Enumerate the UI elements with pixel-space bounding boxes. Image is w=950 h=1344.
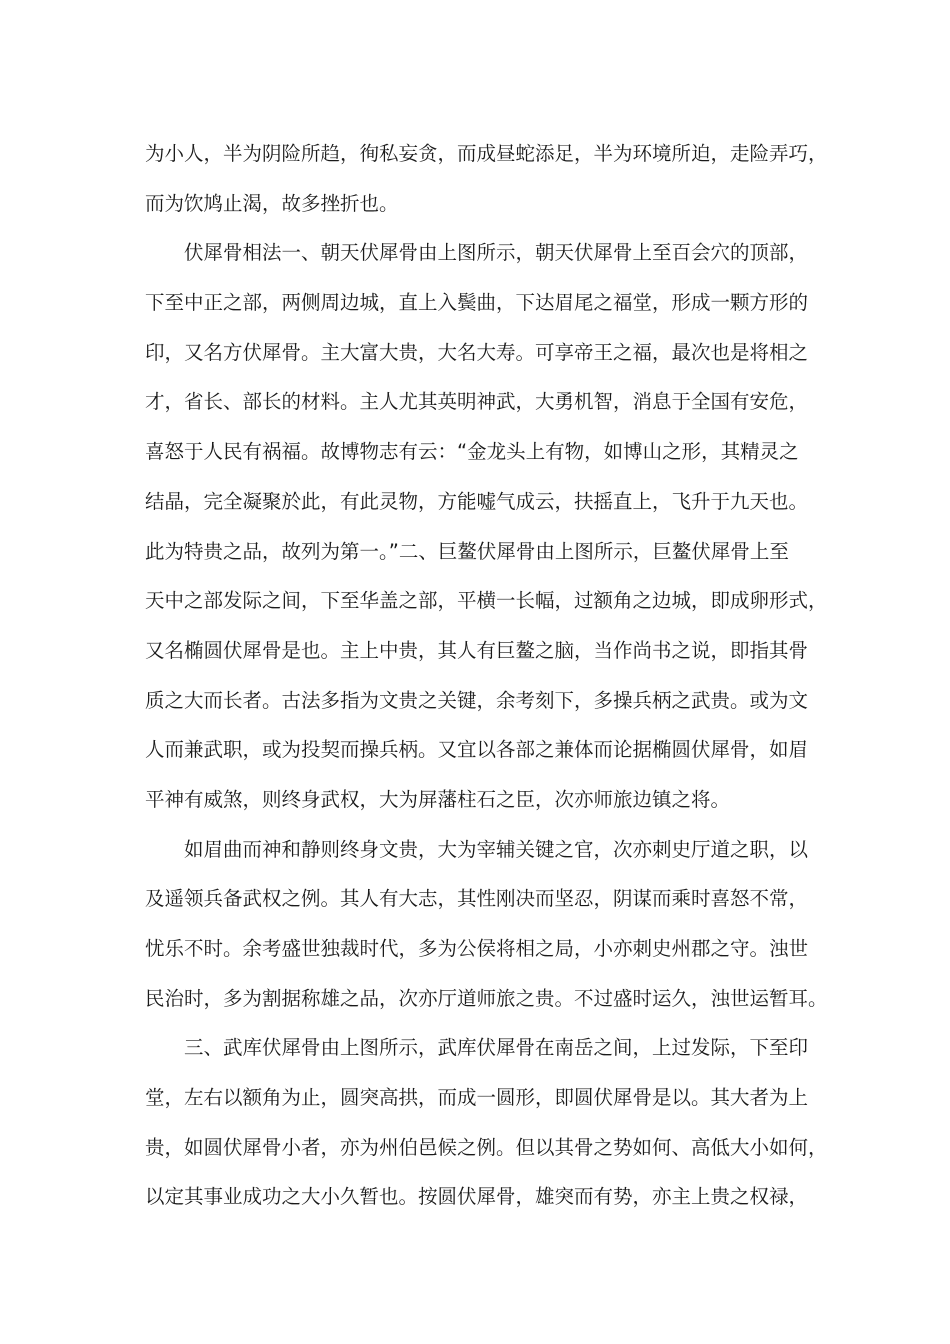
text-line: 民治时，多为割据称雄之品，次亦厅道师旅之贵。不过盛时运久，浊世运暂耳。 [145,986,828,1010]
text-line: 及遥领兵备武权之例。其人有大志，其性刚决而坚忍，阴谋而乘时喜怒不常， [145,887,809,911]
text-line: 三、武库伏犀骨由上图所示，武库伏犀骨在南岳之间，上过发际，下至印 [184,1036,809,1060]
text-line: 而为饮鸠止渴，故多挫折也。 [145,191,399,215]
text-line: 人而兼武职，或为投契而操兵柄。又宜以各部之兼体而论据椭圆伏犀骨，如眉 [145,738,809,762]
text-line: 堂，左右以额角为止，圆突高拱，而成一圆形，即圆伏犀骨是以。其大者为上 [145,1086,809,1110]
text-line: 为小人，半为阴险所趋，徇私妄贪，而成昼蛇添足，半为环境所迫，走险弄巧， [145,142,828,165]
text-line: 此为特贵之品，故列为第一。”二、巨鳌伏犀骨由上图所示，巨鳌伏犀骨上至 [145,539,789,563]
body-text [145,129,828,1222]
text-line: 贵，如圆伏犀骨小者，亦为州伯邑候之例。但以其骨之势如何、高低大小如何， [145,1135,828,1159]
text-line: 质之大而长者。古法多指为文贵之关键，余考刻下，多操兵柄之武贵。或为文 [145,688,809,712]
text-line: 如眉曲而神和静则终身文贵，大为宰辅关键之官，次亦刺史厅道之职，以 [184,837,809,861]
text-line: 又名椭圆伏犀骨是也。主上中贵，其人有巨鳌之脑，当作尚书之说，即指其骨 [145,638,809,662]
text-line: 结晶，完全凝聚於此，有此灵物，方能嘘气成云，扶摇直上，飞升于九天也。 [145,489,809,513]
text-line: 忧乐不时。余考盛世独裁时代，多为公侯将相之局，小亦刺史州郡之守。浊世 [145,937,809,960]
text-line: 天中之部发际之间，下至华盖之部，平横一长幅，过额角之边城，即成卵形式， [145,589,828,613]
text-line: 喜怒于人民有祸福。故博物志有云：“金龙头上有物，如博山之形，其精灵之 [145,440,799,464]
text-line: 才，省长、部长的材料。主人尤其英明神武，大勇机智，消息于全国有安危， [145,390,809,414]
text-line: 平神有威煞，则终身武权，大为屏藩柱石之臣，次亦师旅边镇之将。 [145,787,731,811]
text-line: 伏犀骨相法一、朝天伏犀骨由上图所示，朝天伏犀骨上至百会穴的顶部， [184,241,809,265]
text-line: 下至中正之部，两侧周边城，直上入鬓曲，下达眉尾之福堂，形成一颗方形的 [145,291,809,315]
text-line: 印，又名方伏犀骨。主大富大贵，大名大寿。可享帝王之福，最次也是将相之 [145,340,809,364]
text-line: 以定其事业成功之大小久暂也。按圆伏犀骨，雄突而有势，亦主上贵之权禄， [145,1185,809,1209]
